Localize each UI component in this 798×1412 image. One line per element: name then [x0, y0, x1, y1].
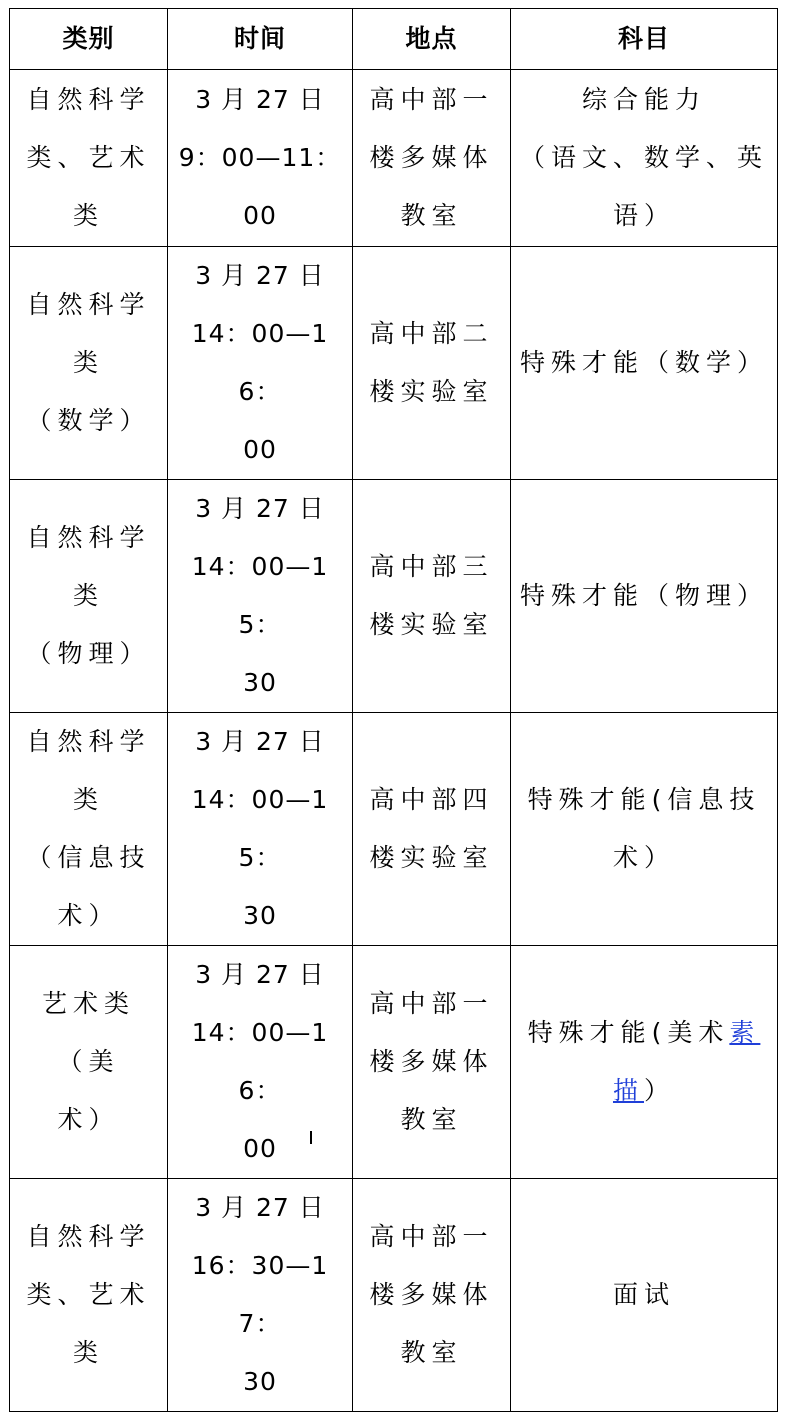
time-line: 14：00—16： — [191, 1018, 329, 1105]
category-line: （信息技 — [26, 843, 151, 872]
header-place: 地点 — [353, 9, 511, 70]
table-row — [10, 247, 778, 480]
sketch-link-part2[interactable]: 描 — [612, 1076, 644, 1105]
sketch-link-part1[interactable]: 素 — [729, 1018, 761, 1047]
header-category: 类别 — [10, 9, 168, 70]
category-line: 自然科学类 — [26, 727, 151, 814]
subject-line: 术） — [612, 843, 675, 872]
place-line: 高中部一 — [369, 85, 494, 114]
subject-prefix: 特殊才能(美术 — [527, 1018, 730, 1047]
category-cell — [10, 70, 168, 247]
category-line: 类、艺术类 — [26, 1280, 151, 1367]
category-line: 自然科学 — [26, 1222, 151, 1251]
time-line: 16：30—17： — [191, 1251, 329, 1338]
place-line: 教室 — [400, 1338, 463, 1367]
time-line: 14：00—15： — [191, 552, 329, 639]
time-line: 3 月 27 日 — [195, 494, 325, 523]
time-cell — [168, 480, 353, 713]
category-line: 术） — [57, 901, 120, 930]
category-line: 艺术类（美 — [41, 989, 135, 1076]
place-cell — [353, 247, 511, 480]
subject-cell — [511, 713, 778, 946]
time-line: 30 — [243, 901, 277, 930]
time-line: 14：00—15： — [191, 785, 329, 872]
subject-line: 特殊才能(信息技 — [527, 785, 761, 814]
category-line: 术） — [57, 1105, 120, 1134]
table-row — [10, 1179, 778, 1412]
time-line: 30 — [243, 668, 277, 697]
place-line: 高中部三 — [369, 552, 494, 581]
text-cursor-mark — [310, 1131, 312, 1144]
place-line: 高中部四 — [369, 785, 494, 814]
category-line: （物理） — [26, 639, 151, 668]
category-cell — [10, 1179, 168, 1412]
table-header-row — [10, 9, 778, 70]
category-line: （数学） — [26, 406, 151, 435]
subject-line: 语） — [612, 201, 675, 230]
table-row — [10, 480, 778, 713]
table-row — [10, 713, 778, 946]
subject-line: 面试 — [612, 1280, 675, 1309]
subject-line — [517, 1062, 771, 1120]
time-cell — [168, 713, 353, 946]
subject-suffix: ） — [644, 1076, 676, 1105]
subject-line: 特殊才能（物理） — [519, 581, 768, 610]
category-line: 自然科学类 — [26, 523, 151, 610]
time-line: 14：00—16： — [191, 319, 329, 406]
place-cell — [353, 1179, 511, 1412]
place-line: 楼实验室 — [369, 610, 494, 639]
place-line: 楼多媒体 — [369, 1047, 494, 1076]
time-line: 9：00—11：00 — [178, 143, 342, 230]
time-cell — [168, 247, 353, 480]
category-cell — [10, 480, 168, 713]
place-line: 楼实验室 — [369, 377, 494, 406]
place-line: 教室 — [400, 201, 463, 230]
subject-cell — [511, 70, 778, 247]
header-time: 时间 — [168, 9, 353, 70]
subject-cell — [511, 480, 778, 713]
subject-line — [517, 1004, 771, 1062]
place-line: 楼多媒体 — [369, 143, 494, 172]
time-line: 3 月 27 日 — [195, 261, 325, 290]
category-cell — [10, 713, 168, 946]
place-line: 教室 — [400, 1105, 463, 1134]
time-line: 3 月 27 日 — [195, 85, 325, 114]
place-cell — [353, 480, 511, 713]
place-line: 高中部一 — [369, 989, 494, 1018]
category-line: 类、艺术类 — [26, 143, 151, 230]
exam-schedule-table — [9, 8, 778, 1412]
category-line: 自然科学类 — [26, 290, 151, 377]
subject-line: （语文、数学、英 — [519, 143, 768, 172]
table-row — [10, 70, 778, 247]
time-line: 3 月 27 日 — [195, 1193, 325, 1222]
category-line: 自然科学 — [26, 85, 151, 114]
subject-line: 特殊才能（数学） — [519, 348, 768, 377]
place-cell — [353, 713, 511, 946]
place-line: 楼多媒体 — [369, 1280, 494, 1309]
place-line: 楼实验室 — [369, 843, 494, 872]
place-line: 高中部二 — [369, 319, 494, 348]
time-line: 30 — [243, 1367, 277, 1396]
place-line: 高中部一 — [369, 1222, 494, 1251]
subject-cell — [511, 1179, 778, 1412]
time-line: 3 月 27 日 — [195, 960, 325, 989]
time-line: 3 月 27 日 — [195, 727, 325, 756]
subject-line: 综合能力 — [581, 85, 706, 114]
place-cell — [353, 70, 511, 247]
time-cell — [168, 70, 353, 247]
subject-cell — [511, 247, 778, 480]
time-line: 00 — [243, 435, 277, 464]
time-cell — [168, 1179, 353, 1412]
time-line: 00 — [243, 1134, 277, 1163]
category-cell — [10, 247, 168, 480]
header-subject: 科目 — [511, 9, 778, 70]
